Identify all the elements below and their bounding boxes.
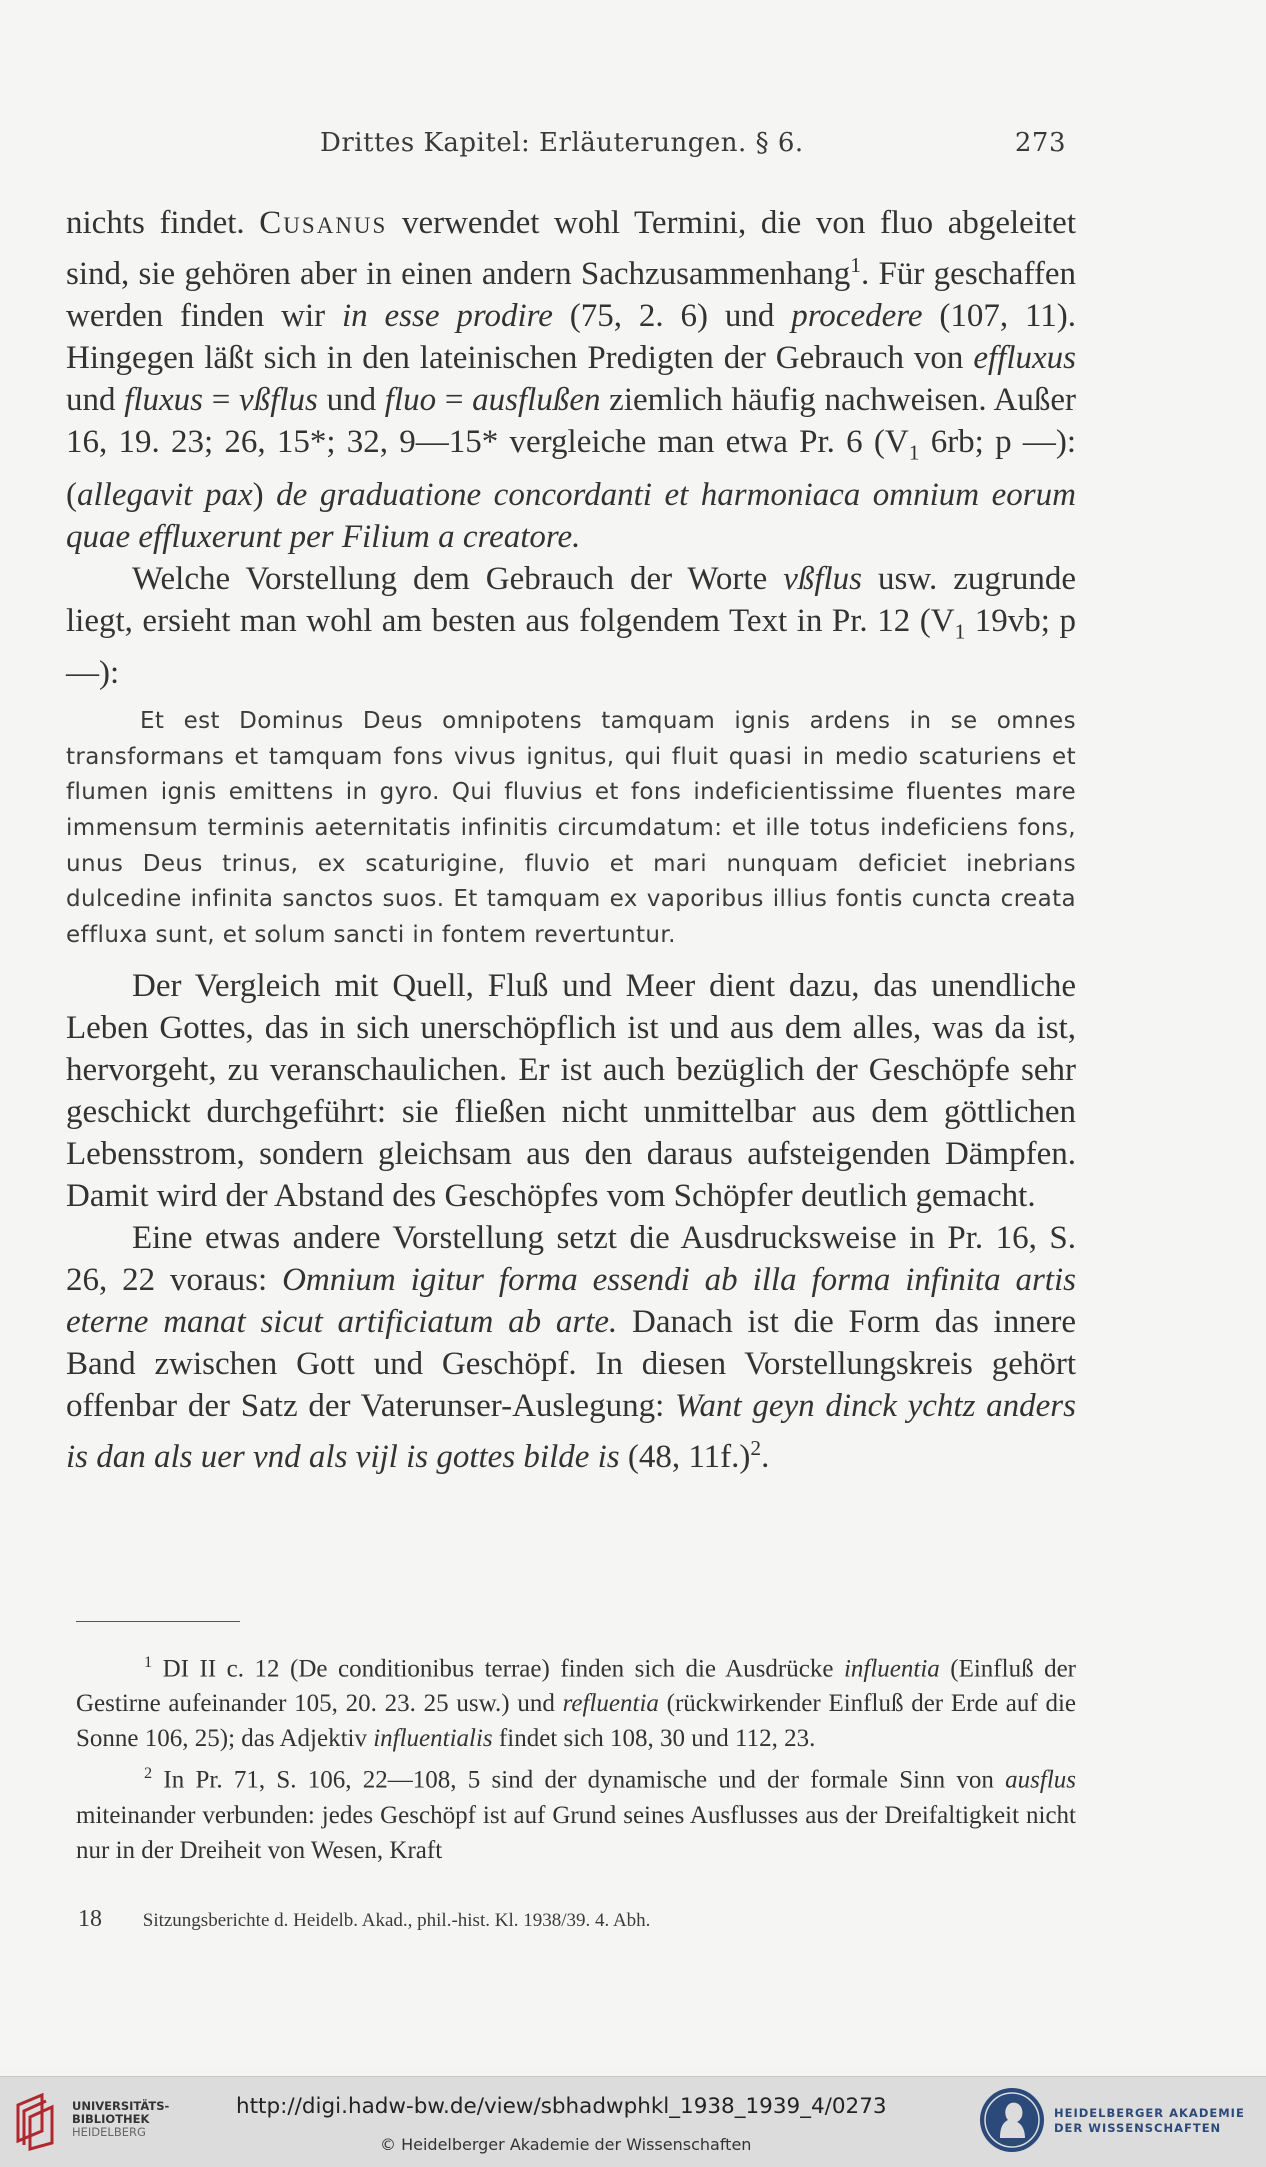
- running-head: [320, 128, 1080, 168]
- signature-number: 18: [78, 1906, 102, 1932]
- footnote-2: $^2$ In Pr. 71, S. 106, 22—108, 5 sind der dynamische und der formale Sinn von ausflus miteinander verbunden: jedes Geschöpf ist auf Grund seines Ausflusses aus der Dreifaltigkeit nicht nur in der Dreiheit von Wesen, Kraft: [76, 1764, 1076, 1864]
- portrait-seal-icon[interactable]: [978, 2086, 1046, 2154]
- page-number: 273: [1014, 128, 1066, 158]
- quotation-text: Et est Dominus Deus omnipotens tamquam ignis ardens in se omnes transformans et tamquam fons vivus ignitus, qui fluit quasi in medio scaturiens et flumen ignis emittens in gyro. Qui fluvius et fons indeficientissime fluentes mare immensum terminis aeternitatis infinitis circumdatum: et ille totus indeficiens fons, unus Deus trinus, ex scaturigine, fluvio et mari nunquam deficiet inebrians dulcedine infinita sanctos suos. Et tamquam ex vaporibus illius fontis cuncta creata effluxa sunt, et solum sancti in fontem revertuntur.: [66, 708, 1076, 948]
- paragraph-4: Eine etwas andere Vorstellung setzt die Ausdrucksweise in Pr. 16, S. 26, 22 voraus: Omnium igitur forma essendi ab illa forma infinita artis eterne manat sicut artificiatum ab arte. Danach ist die Form das innere Band zwischen Gott und Geschöpf. In diesen Vorstellungskreis gehört offenbar der Satz der Vaterunser-Auslegung: Want geyn dinck ychtz anders is dan als uer vnd als vijl is gottes bilde is (48, 11f.)$^2$.: [66, 1220, 1076, 1476]
- library-line-3: HEIDELBERG: [72, 2125, 146, 2139]
- library-name[interactable]: [72, 2100, 169, 2139]
- latin-quotation: [66, 704, 1076, 953]
- paragraph-3: Der Vergleich mit Quell, Fluß und Meer dient dazu, das unendliche Leben Gottes, das in sich unerschöpflich ist und aus dem alles, was da ist, hervorgeht, zu veranschaulichen. Er ist auch bezüglich der Geschöpfe sehr geschickt durchgeführt: sie fließen nicht unmittelbar aus dem göttlichen Lebensstrom, sondern gleichsam aus den daraus aufsteigenden Dämpfen. Damit wird der Abstand des Geschöpfes vom Schöpfer deutlich gemacht.: [66, 968, 1076, 1215]
- paragraph-2: Welche Vorstellung dem Gebrauch der Worte vßflus usw. zugrunde liegt, ersieht man wohl am besten aus folgendem Text in Pr. 12 ($V_1$ 19vb; p —):: [66, 560, 1077, 692]
- paragraph-1: nichts findet. Cusanus verwendet wohl Termini, die von fluo abgeleitet sind, sie gehören aber in einen andern Sachzusammenhang$^1$. Für geschaffen werden finden wir in esse prodire (75, 2. 6) und procedere (107, 11). Hingegen läßt sich in den lateinischen Predigten der Gebrauch von effluxus und fluxus = vßflus und fluo = ausflußen ziemlich häufig nachweisen. Außer 16, 19. 23; 26, 15*; 32, 9—15* vergleiche man etwa Pr. 6 ($V_1$ 6rb; p —): (allegavit pax) de graduatione concordanti et harmoniaca omnium eorum quae effluxerunt per Filium a creatore.: [66, 205, 1077, 555]
- footnote-divider: [76, 1621, 240, 1622]
- print-footer: [78, 1906, 978, 1933]
- library-line-2: BIBLIOTHEK: [72, 2112, 150, 2126]
- body-text: [66, 202, 1076, 1478]
- permalink-url[interactable]: http://digi.hadw-bw.de/view/sbhadwphkl_1938_1939_4/0273: [236, 2094, 887, 2119]
- book-logo-icon[interactable]: [12, 2091, 72, 2153]
- publication-line: Sitzungsberichte d. Heidelb. Akad., phil.-hist. Kl. 1938/39. 4. Abh.: [142, 1910, 651, 1931]
- academy-name[interactable]: [1054, 2106, 1245, 2136]
- copyright-notice: © Heidelberger Akademie der Wissenschaften: [380, 2135, 752, 2154]
- footnote-1: $^1$ DI II c. 12 (De conditionibus terrae) finden sich die Ausdrücke influentia (Einfluß der Gestirne aufeinander 105, 20. 23. 25 usw.) und refluentia (rückwirkender Einfluß der Erde auf die Sonne 106, 25); das Adjektiv influentialis findet sich 108, 30 und 112, 23.: [76, 1653, 1077, 1753]
- academy-line-2: DER WISSENSCHAFTEN: [1054, 2121, 1222, 2135]
- footnotes: [76, 1645, 1076, 1868]
- academy-line-1: HEIDELBERGER AKADEMIE: [1054, 2106, 1245, 2120]
- running-head-title: Drittes Kapitel: Erläuterungen. § 6.: [320, 128, 804, 158]
- library-line-1: UNIVERSITÄTS-: [72, 2099, 170, 2113]
